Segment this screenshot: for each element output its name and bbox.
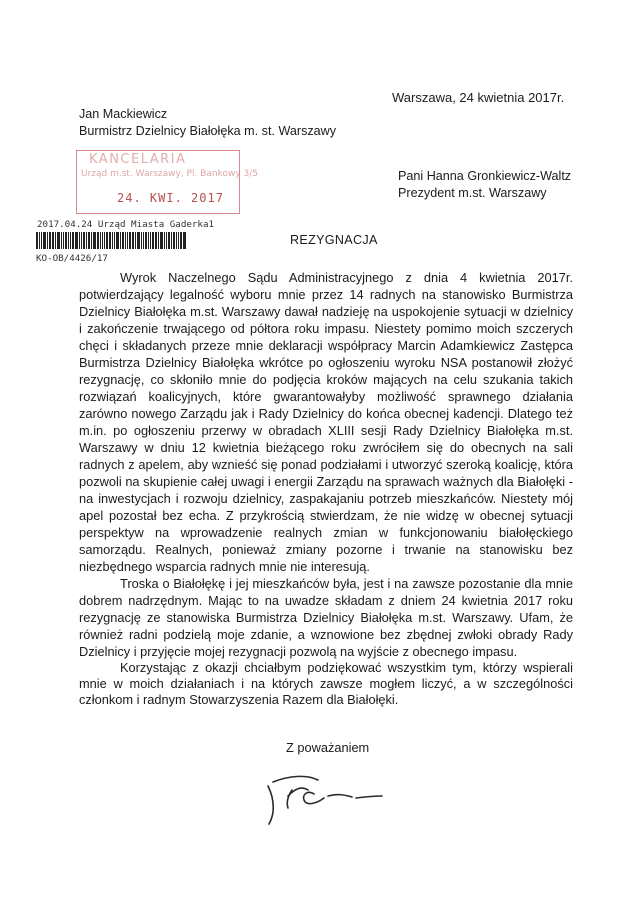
sender-block (79, 106, 336, 140)
closing-salutation: Z poważaniem (286, 740, 370, 755)
sender-title: Burmistrz Dzielnicy Białołęka m. st. Warszawy (79, 124, 337, 138)
body-paragraph-3: Korzystając z okazji chciałbym podziękować wszystkim tym, którzy wspierali mnie w moich działaniach i na których zawsze mogłem liczyć, a w szczególności członkom i radnym Stowarzyszenia Razem dla Białołęki. (79, 660, 573, 707)
office-stamp (76, 150, 259, 214)
registry-label: 2017.04.24 Urząd Miasta Gaderka1 (37, 219, 215, 230)
place-date: Warszawa, 24 kwietnia 2017r. (392, 90, 565, 105)
body-paragraph-2: Troska o Białołękę i jej mieszkańców była, jest i na zawsze pozostanie dla mnie dobrem nadrzędnym. Mając to na uwadze składam z dniem 24 kwietnia 2017 roku rezygnację ze stanowiska Burmistrza Dzielnicy Białołęka m.st. Warszawy. Ufam, że również radni podzielą moje zdanie, a wznowione bez zbędnej zwłoki obrady Rady Dzielnicy i przyjęcie mojej rezygnacji pozwolą na wyjście z obecnego impasu. (79, 576, 573, 659)
recipient-name: Pani Hanna Gronkiewicz-Waltz (398, 169, 572, 183)
sender-name: Jan Mackiewicz (79, 107, 168, 121)
barcode (36, 232, 214, 249)
letter-body (79, 269, 573, 708)
body-paragraph-1: Wyrok Naczelnego Sądu Administracyjnego z dnia 4 kwietnia 2017r. potwierdzający legalność wyboru mnie przez 14 radnych na stanowisko Burmistrza Dzielnicy Białołęka m.st. Warszawy dawał nadzieję na uspokojenie sytuacji w dzielnicy i zakończenie trwającego od półtora roku impasu. Niestety pomimo moich szczerych chęci i składanych przeze mnie deklaracji współpracy Marcin Adamkiewicz Zastępca Burmistrza Dzielnicy Białołęka wkrótce po ogłoszeniu wyroku NSA postanowił złożyć rezygnację, co skłoniło mnie do podjęcia kroków mających na celu szukania takich rozwiązań koalicyjnych, które gwarantowałyby możliwość sprawnego działania zarówno nowego Zarządu jak i Rady Dzielnicy do końca obecnej kadencji. Dlatego też m.in. po ogłoszeniu przerwy w obradach XLIII sesji Rady Dzielnicy Białołęka m.st. Warszawy w dniu 12 kwietnia bieżącego roku zwróciłem się do obecnych na sali radnych z apelem, aby wznieść się ponad podziałami i utworzyć szeroką koalicję, która pozwoli na skupienie całej uwagi i energii Zarządu na sprawach ważnych dla Białołęki - na inwestycjach i rozwoju dzielnicy, zaspakajaniu potrzeb mieszkańców. Niestety mój apel pozostał bez echa. Z przykrością stwierdzam, że nie widzę w obecnej sytuacji perspektyw na wprowadzenie realnych zmian w funkcjonowaniu białołęckiego samorządu. Realnych, ponieważ zmiany pozorne i trwanie na stanowisku bez niezbędnego wsparcia radnych mnie nie interesują. (79, 270, 573, 574)
handwritten-signature (258, 764, 388, 826)
stamp-title: KANCELARIA (89, 152, 187, 167)
letter-subject: REZYGNACJA (290, 233, 378, 247)
case-number: KO-OB/4426/17 (36, 253, 108, 264)
recipient-block (398, 168, 571, 202)
stamp-address: Urząd m.st. Warszawy, Pl. Bankowy 3/5 (81, 169, 259, 179)
stamp-date: 24. KWI. 2017 (117, 191, 224, 205)
recipient-title: Prezydent m.st. Warszawy (398, 186, 547, 200)
